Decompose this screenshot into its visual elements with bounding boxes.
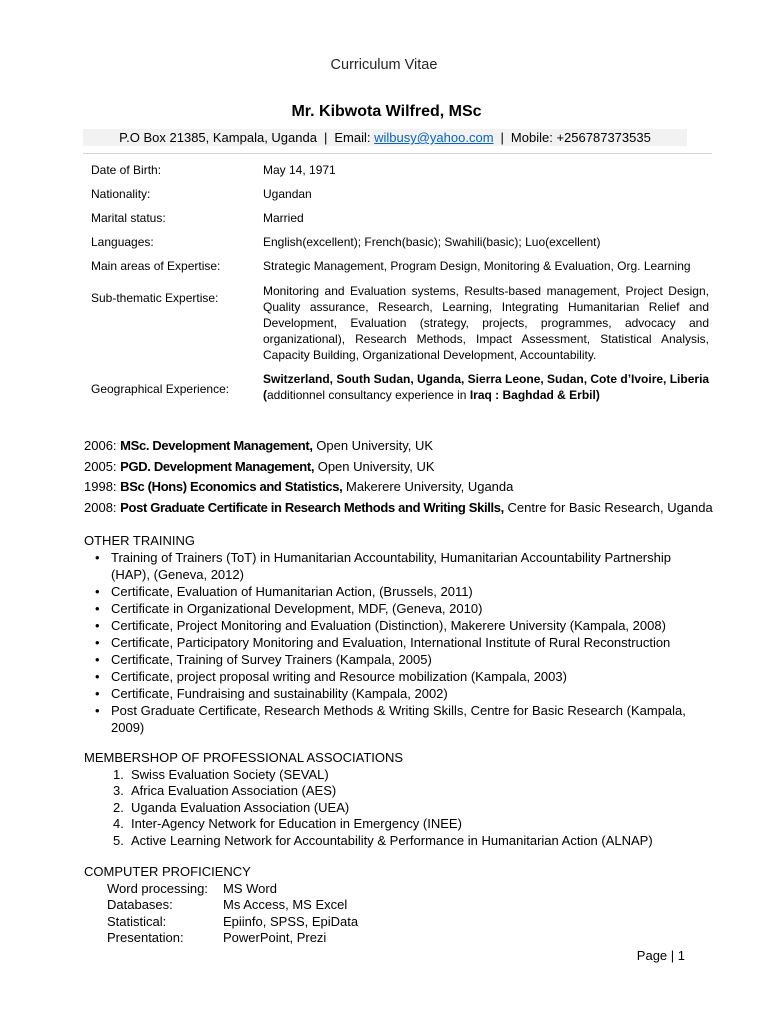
computer-tools: Epiinfo, SPSS, EpiData — [223, 913, 359, 929]
membership-number: 1. — [113, 766, 124, 782]
membership-item — [84, 800, 653, 817]
membership-item — [84, 816, 653, 833]
membership-name: Swiss Evaluation Society (SEVAL) — [131, 766, 329, 782]
education-entry — [84, 477, 713, 498]
training-item: • Certificate, Evaluation of Humanitarian Action, (Brussels, 2011) — [111, 583, 694, 600]
education-degree: MSc. Development Management, — [120, 438, 313, 453]
computer-tools: PowerPoint, Prezi — [223, 930, 327, 945]
info-label: Main areas of Expertise: — [91, 259, 221, 273]
training-item: • Certificate, Participatory Monitoring and Evaluation, International Institute of Rural Reconstruction — [111, 634, 694, 651]
education-degree: Post Graduate Certificate in Research Methods and Writing Skills, — [120, 499, 504, 515]
membership-number: 3. — [113, 783, 124, 798]
computer-row — [84, 897, 358, 914]
info-row-date-of-birth — [83, 158, 712, 182]
training-item: • Training of Trainers (ToT) in Humanitarian Accountability, Humanitarian Accountability Partnership (HAP), (Geneva, 2012) — [111, 549, 694, 583]
education-entry — [84, 498, 713, 519]
membership-item — [84, 783, 653, 800]
education-degree: PGD. Development Management, — [120, 458, 315, 474]
info-row-marital-status — [83, 206, 712, 230]
membership-name: Active Learning Network for Accountability & Performance in Humanitarian Action (ALNAP) — [131, 832, 653, 848]
training-item: • Certificate, Fundraising and sustainability (Kampala, 2002) — [111, 685, 694, 702]
memberships-heading: MEMBERSHOP OF PROFESSIONAL ASSOCIATIONS — [84, 750, 404, 765]
education-year: 2005: — [84, 458, 117, 474]
computer-tools: Ms Access, MS Excel — [223, 897, 348, 912]
membership-number: 4. — [113, 816, 124, 831]
education-institution: Makerere University, Uganda — [345, 479, 514, 494]
info-value — [263, 369, 709, 403]
mobile-label: Mobile: — [510, 130, 553, 145]
education-year: 2006: — [84, 438, 117, 453]
education-institution: Centre for Basic Research, Uganda — [507, 499, 713, 515]
info-label: Marital status: — [91, 211, 166, 225]
contact-separator: | — [500, 130, 504, 145]
info-row-sub-thematic-expertise — [83, 278, 712, 369]
geo-note — [263, 387, 709, 403]
info-row-nationality — [83, 182, 712, 206]
training-heading: OTHER TRAINING — [84, 533, 195, 548]
education-year: 2008: — [84, 499, 117, 515]
info-value: English(excellent); French(basic); Swahili(basic); Luo(excellent) — [263, 235, 601, 249]
training-item: • Post Graduate Certificate, Research Methods & Writing Skills, Centre for Basic Research (Kampala, 2009) — [111, 702, 694, 736]
info-row-main-expertise — [83, 254, 712, 278]
document-title: Curriculum Vitae — [330, 57, 438, 73]
membership-number: 2. — [113, 799, 124, 815]
personal-info-table — [83, 153, 712, 403]
computer-row — [84, 914, 358, 931]
computer-tools: MS Word — [223, 880, 277, 896]
geo-countries: Switzerland, South Sudan, Uganda, Sierra Leone, Sudan, Cote d’Ivoire, Liberia — [263, 372, 710, 386]
contact-separator: | — [323, 130, 328, 145]
info-value: Monitoring and Evaluation systems, Results-based management, Project Design, Quality assurance, Research, Learning, Integrating Humanitarian Relief and Development, Evaluation (strategy, projects, programmes, advocacy and organizational), Research Methods, Impact Assessment, Statistical Analysis, Capacity Building, Organizational Development, Accountability. — [263, 284, 709, 362]
training-item: • Certificate, Training of Survey Trainers (Kampala, 2005) — [111, 651, 694, 668]
computer-category: Statistical: — [107, 913, 167, 929]
computer-row — [84, 881, 358, 898]
info-row-languages — [83, 230, 712, 254]
education-year: 1998: — [84, 479, 117, 494]
info-label: Nationality: — [91, 187, 151, 201]
info-label: Sub-thematic Expertise: — [91, 291, 219, 305]
membership-item — [84, 833, 653, 850]
computer-row — [84, 930, 358, 947]
info-label: Languages: — [91, 235, 154, 249]
education-entry — [84, 457, 713, 478]
info-value: Strategic Management, Program Design, Monitoring & Evaluation, Org. Learning — [263, 259, 691, 273]
info-label: Geographical Experience: — [91, 382, 230, 396]
geo-note-open: ( — [263, 388, 267, 402]
info-value: Married — [263, 211, 304, 225]
membership-name: Africa Evaluation Association (AES) — [131, 783, 337, 798]
info-label: Date of Birth: — [91, 163, 162, 177]
page-number: Page | 1 — [636, 948, 685, 963]
computer-category: Databases: — [107, 897, 173, 912]
info-row-geographical-experience — [83, 369, 712, 403]
computer-category: Presentation: — [107, 930, 184, 945]
contact-bar — [83, 129, 687, 146]
training-item: • Certificate, Project Monitoring and Evaluation (Distinction), Makerere University (Kampala, 2008) — [111, 617, 694, 634]
contact-address: P.O Box 21385, Kampala, Uganda — [119, 130, 317, 145]
memberships-section — [84, 750, 653, 849]
membership-number: 5. — [113, 832, 124, 848]
education-degree: BSc (Hons) Economics and Statistics, — [120, 479, 343, 494]
computer-section — [84, 864, 358, 947]
training-item: • Certificate in Organizational Development, MDF, (Geneva, 2010) — [111, 600, 694, 617]
education-institution: Open University, UK — [317, 458, 435, 474]
training-section — [84, 532, 694, 736]
geo-note-text: additionnel consultancy experience in — [267, 388, 467, 402]
education-entry — [84, 436, 713, 457]
candidate-name: Mr. Kibwota Wilfred, MSc — [291, 103, 482, 120]
email-label: Email: — [334, 130, 371, 145]
email-link[interactable]: wilbusy@yahoo.com — [374, 130, 494, 145]
membership-name: Inter-Agency Network for Education in Emergency (INEE) — [131, 816, 462, 831]
training-item: • Certificate, project proposal writing and Resource mobilization (Kampala, 2003) — [111, 668, 694, 685]
training-list — [84, 549, 694, 736]
info-value: May 14, 1971 — [263, 163, 336, 177]
geo-note-place: Iraq : Baghdad & Erbil) — [469, 388, 600, 402]
mobile-number: +256787373535 — [556, 130, 651, 145]
education-institution: Open University, UK — [316, 438, 434, 453]
membership-item — [84, 767, 653, 784]
info-value: Ugandan — [263, 187, 312, 201]
membership-name: Uganda Evaluation Association (UEA) — [131, 799, 350, 815]
education-section — [84, 436, 713, 518]
computer-category: Word processing: — [107, 880, 208, 896]
computer-heading: COMPUTER PROFICIENCY — [84, 864, 251, 879]
